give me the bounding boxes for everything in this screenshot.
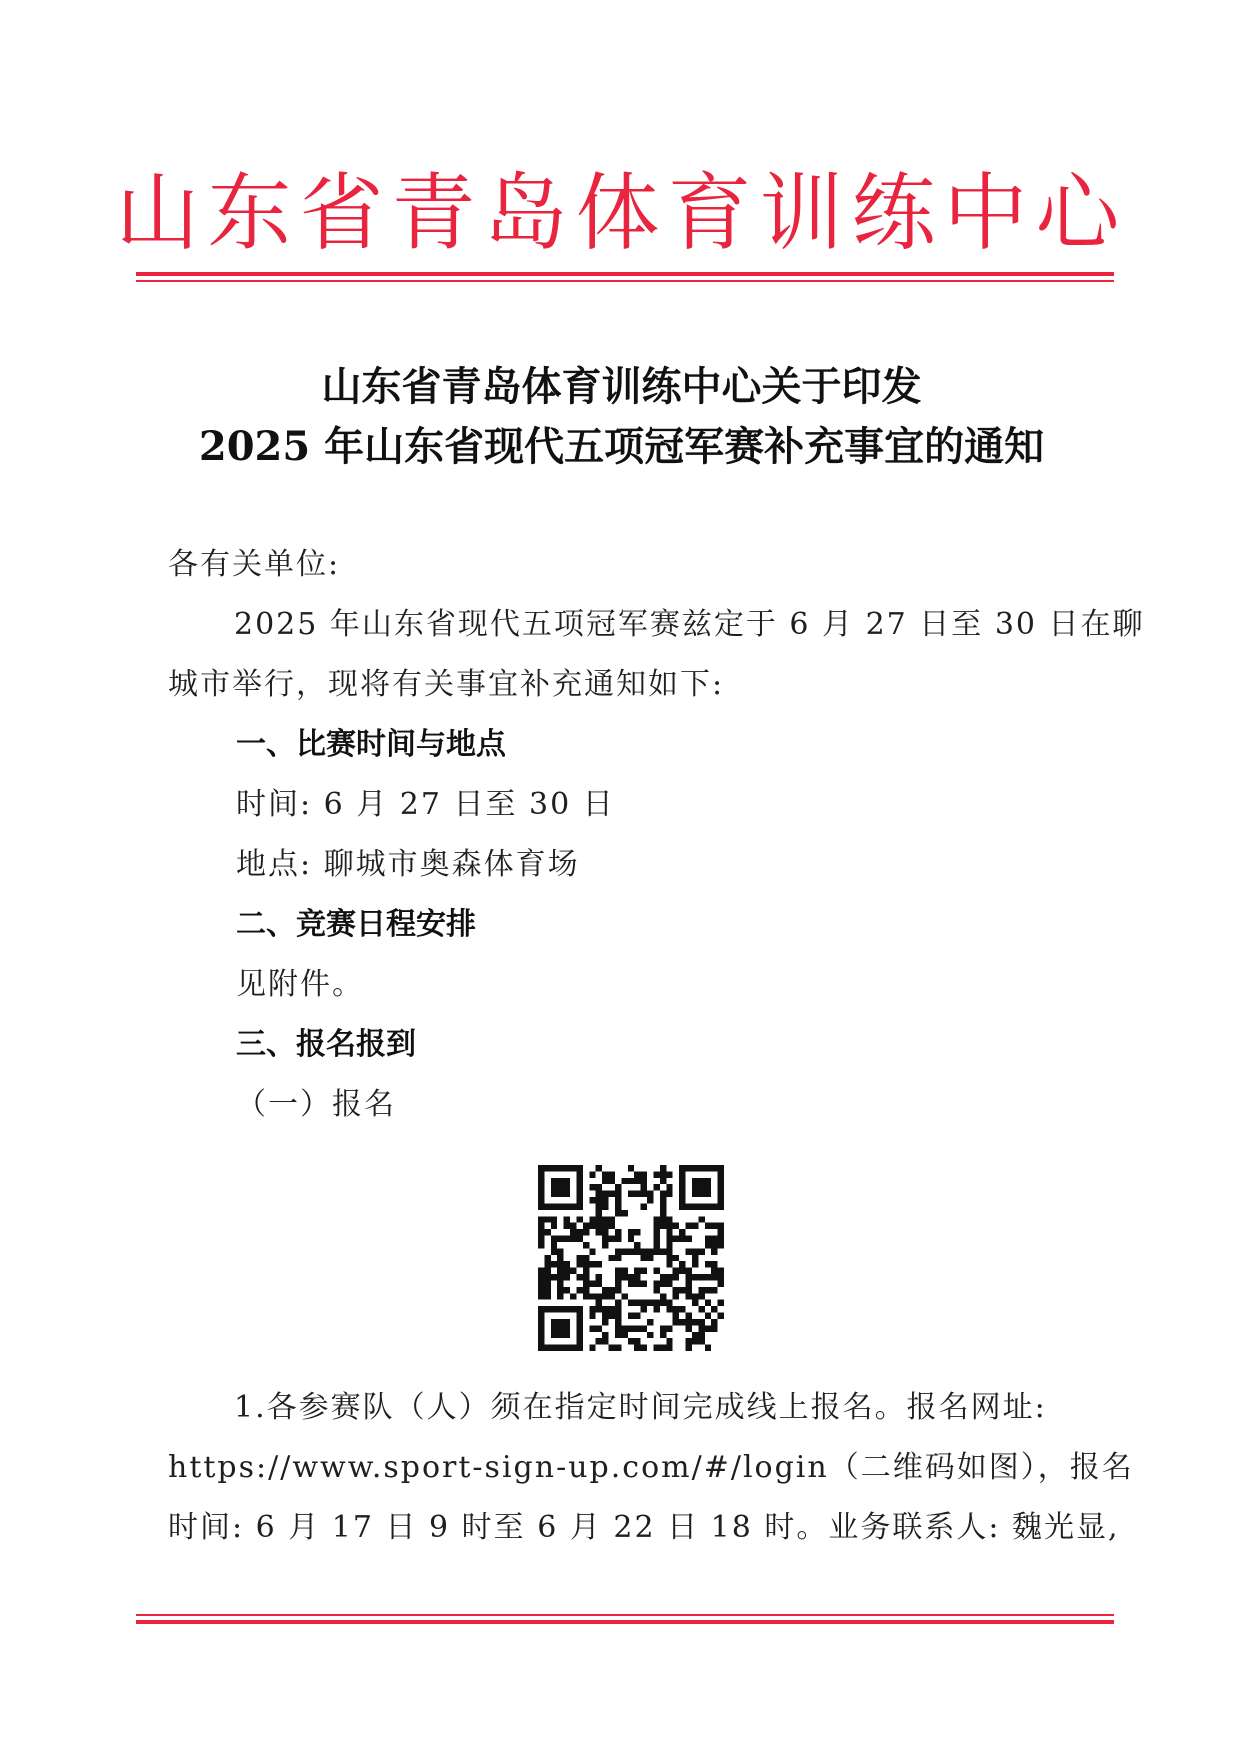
intro-paragraph-line2: 城市举行，现将有关事宜补充通知如下: xyxy=(168,667,725,702)
event-time: 时间: 6 月 27 日至 30 日 xyxy=(236,787,615,822)
section-heading-registration: 三、报名报到 xyxy=(236,1027,416,1062)
footer-divider xyxy=(136,1614,1114,1624)
event-place: 地点: 聊城市奥森体育场 xyxy=(236,847,580,882)
section-heading-schedule: 二、竞赛日程安排 xyxy=(236,907,476,942)
intro-paragraph-line1: 2025 年山东省现代五项冠军赛兹定于 6 月 27 日至 30 日在聊 xyxy=(234,607,1145,642)
letterhead-org-name: 山东省青岛体育训练中心 xyxy=(115,164,1128,262)
item1-line3: 时间: 6 月 17 日 9 时至 6 月 22 日 18 时。业务联系人: 魏光显, xyxy=(168,1510,1120,1545)
salutation: 各有关单位: xyxy=(168,547,341,582)
section-heading-time-place: 一、比赛时间与地点 xyxy=(236,727,506,762)
qr-code-icon xyxy=(538,1165,724,1351)
notice-title-line1: 山东省青岛体育训练中心关于印发 xyxy=(321,363,922,410)
schedule-body: 见附件。 xyxy=(236,967,364,1002)
item1-line1: 1.各参赛队（人）须在指定时间完成线上报名。报名网址: xyxy=(234,1390,1047,1425)
subsection-registration: （一）报名 xyxy=(236,1087,396,1122)
notice-title-line2: 2025 年山东省现代五项冠军赛补充事宜的通知 xyxy=(198,423,1045,470)
item1-line2: https://www.sport-sign-up.com/#/login（二维码如图），报名 xyxy=(168,1450,1134,1485)
header-divider xyxy=(136,272,1114,282)
